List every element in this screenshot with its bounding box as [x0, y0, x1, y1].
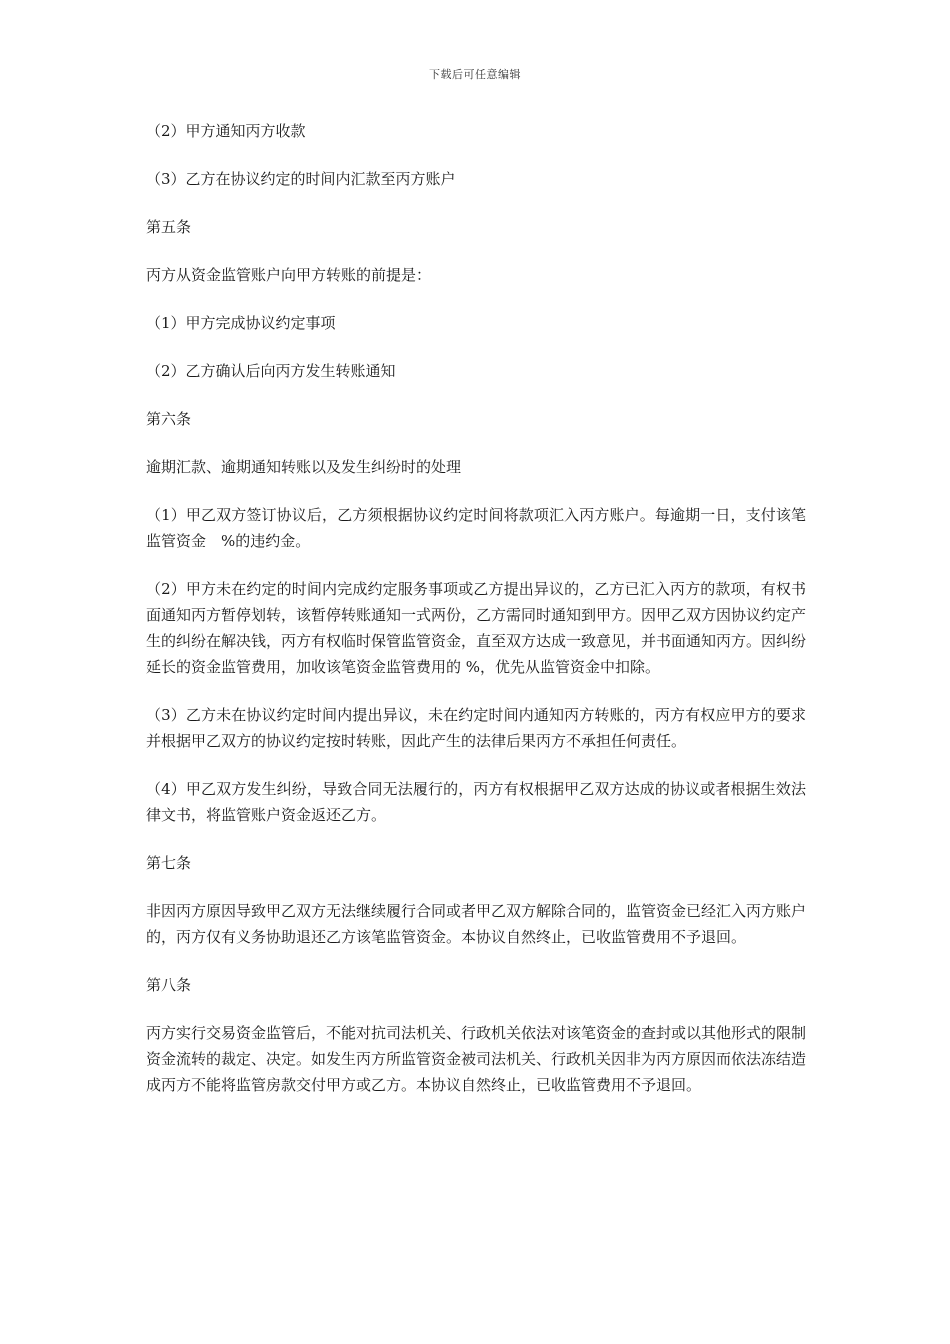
article-heading: 第八条 [146, 976, 192, 994]
article-heading: 第五条 [146, 218, 192, 236]
clause-item: （2）甲方通知丙方收款 [146, 122, 306, 140]
clause-item: （2）甲方未在约定的时间内完成约定服务事项或乙方提出异议的，乙方已汇入丙方的款项，有权书面通知丙方暂停划转，该暂停转账通知一式两份，乙方需同时通知到甲方。因甲乙双方因协议约定产生的纠纷在解决钱，丙方有权临时保管监管资金，直至双方达成一致意见，并书面通知丙方。因纠纷延长的资金监管费用，加收该笔资金监管费用的 %，优先从监管资金中扣除。 [146, 580, 807, 676]
article-heading: 第七条 [146, 854, 192, 872]
article-intro: 逾期汇款、逾期通知转账以及发生纠纷时的处理 [146, 458, 462, 476]
article-intro: 丙方从资金监管账户向甲方转账的前提是： [146, 266, 432, 284]
page-header: 下载后可任意编辑 [429, 68, 521, 81]
clause-item: （4）甲乙双方发生纠纷，导致合同无法履行的，丙方有权根据甲乙双方达成的协议或者根据生效法律文书，将监管账户资金返还乙方。 [146, 780, 806, 824]
article-body: 丙方实行交易资金监管后，不能对抗司法机关、行政机关依法对该笔资金的查封或以其他形式的限制资金流转的裁定、决定。如发生丙方所监管资金被司法机关、行政机关因非为丙方原因而依法冻结造成丙方不能将监管房款交付甲方或乙方。本协议自然终止，已收监管费用不予退回。 [146, 1024, 807, 1094]
clause-item: （1）甲乙双方签订协议后，乙方须根据协议约定时间将款项汇入丙方账户。每逾期一日，支付该笔监管资金 %的违约金。 [146, 506, 806, 550]
article-heading: 第六条 [146, 410, 192, 428]
document-body [146, 118, 806, 1120]
clause-item: （3）乙方在协议约定的时间内汇款至丙方账户 [146, 170, 456, 188]
clause-item: （1）甲方完成协议约定事项 [146, 314, 336, 332]
article-body: 非因丙方原因导致甲乙双方无法继续履行合同或者甲乙双方解除合同的，监管资金已经汇入丙方账户的，丙方仅有义务协助退还乙方该笔监管资金。本协议自然终止，已收监管费用不予退回。 [146, 902, 807, 946]
clause-item: （3）乙方未在协议约定时间内提出异议，未在约定时间内通知丙方转账的，丙方有权应甲方的要求并根据甲乙双方的协议约定按时转账，因此产生的法律后果丙方不承担任何责任。 [146, 706, 806, 750]
clause-item: （2）乙方确认后向丙方发生转账通知 [146, 362, 396, 380]
